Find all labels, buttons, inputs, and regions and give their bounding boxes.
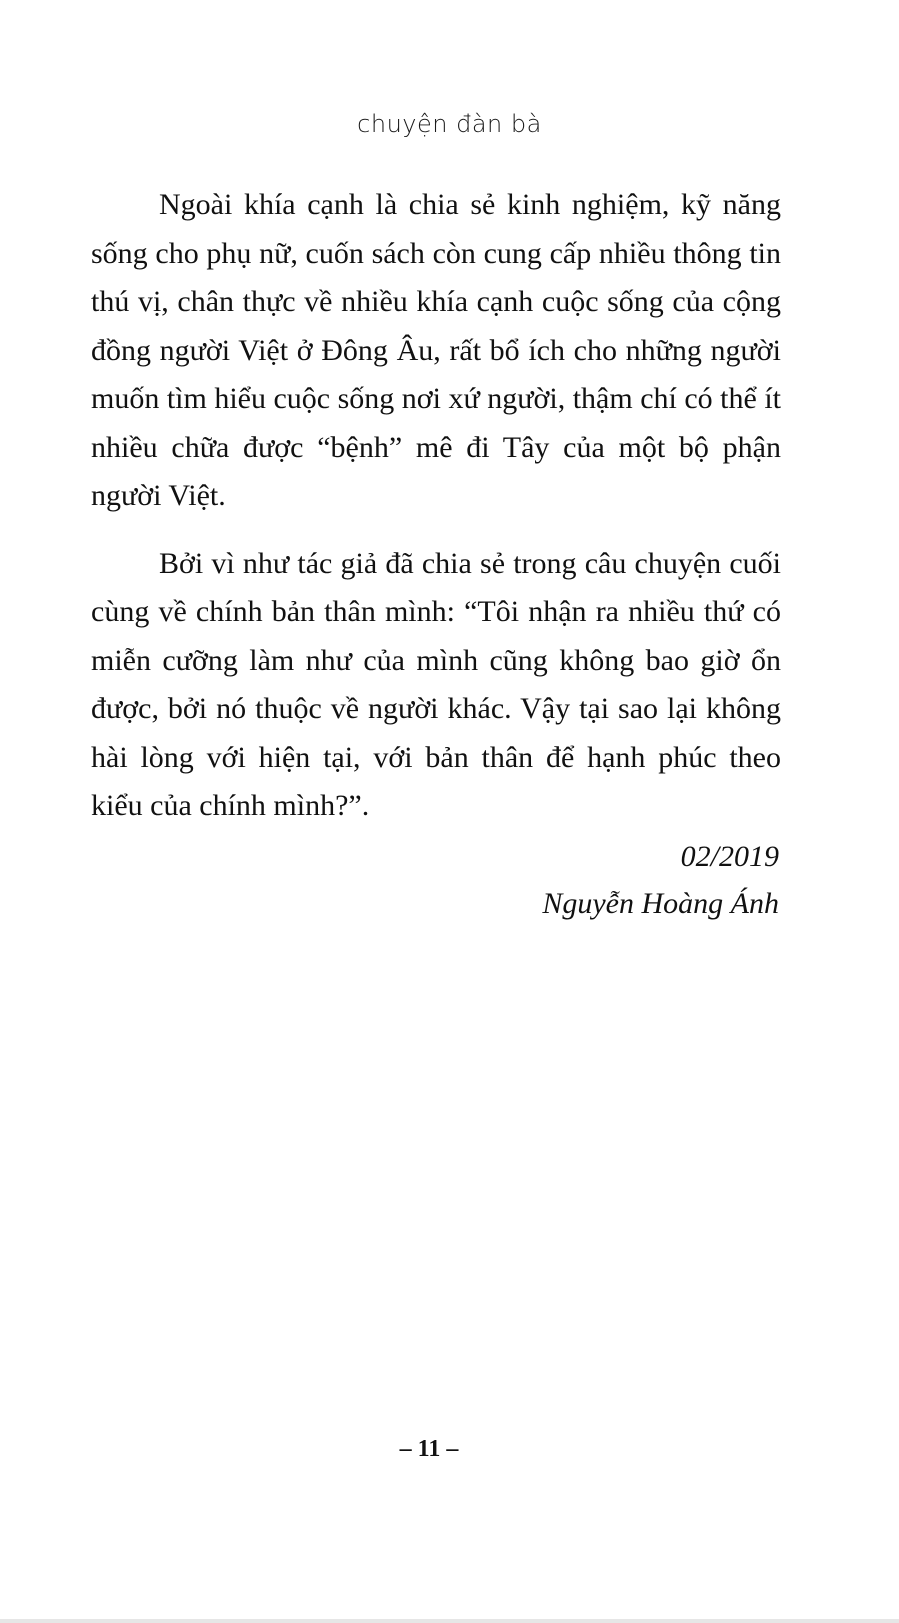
paragraph: Bởi vì như tác giả đã chia sẻ trong câu chuyện cuối cùng về chính bản thân mình: “Tôi nhận ra nhiều thứ có miễn cưỡng làm như của mình cũng không bao giờ ổn được, bởi nó thuộc về người khác. Vậy tại sao lại không hài lòng với hiện tại, với bản thân để hạnh phúc theo kiểu của chính mình?”. [91,546,781,822]
body-text [91,181,781,831]
signature-author: Nguyễn Hoàng Ánh [542,887,779,920]
signature-date: 02/2019 [680,840,779,873]
running-header: chuyện đàn bà [357,110,542,138]
page-number: – 11 – [399,1436,459,1462]
signature-block [91,833,779,927]
paragraph: Ngoài khía cạnh là chia sẻ kinh nghiệm, kỹ năng sống cho phụ nữ, cuốn sách còn cung cấp nhiều thông tin thú vị, chân thực về nhiều khía cạnh cuộc sống của cộng đồng người Việt ở Đông Âu, rất bổ ích cho những người muốn tìm hiểu cuộc sống nơi xứ người, thậm chí có thể ít nhiều chữa được “bệnh” mê đi Tây của một bộ phận người Việt. [91,188,781,512]
page-bottom-edge [0,1619,899,1623]
